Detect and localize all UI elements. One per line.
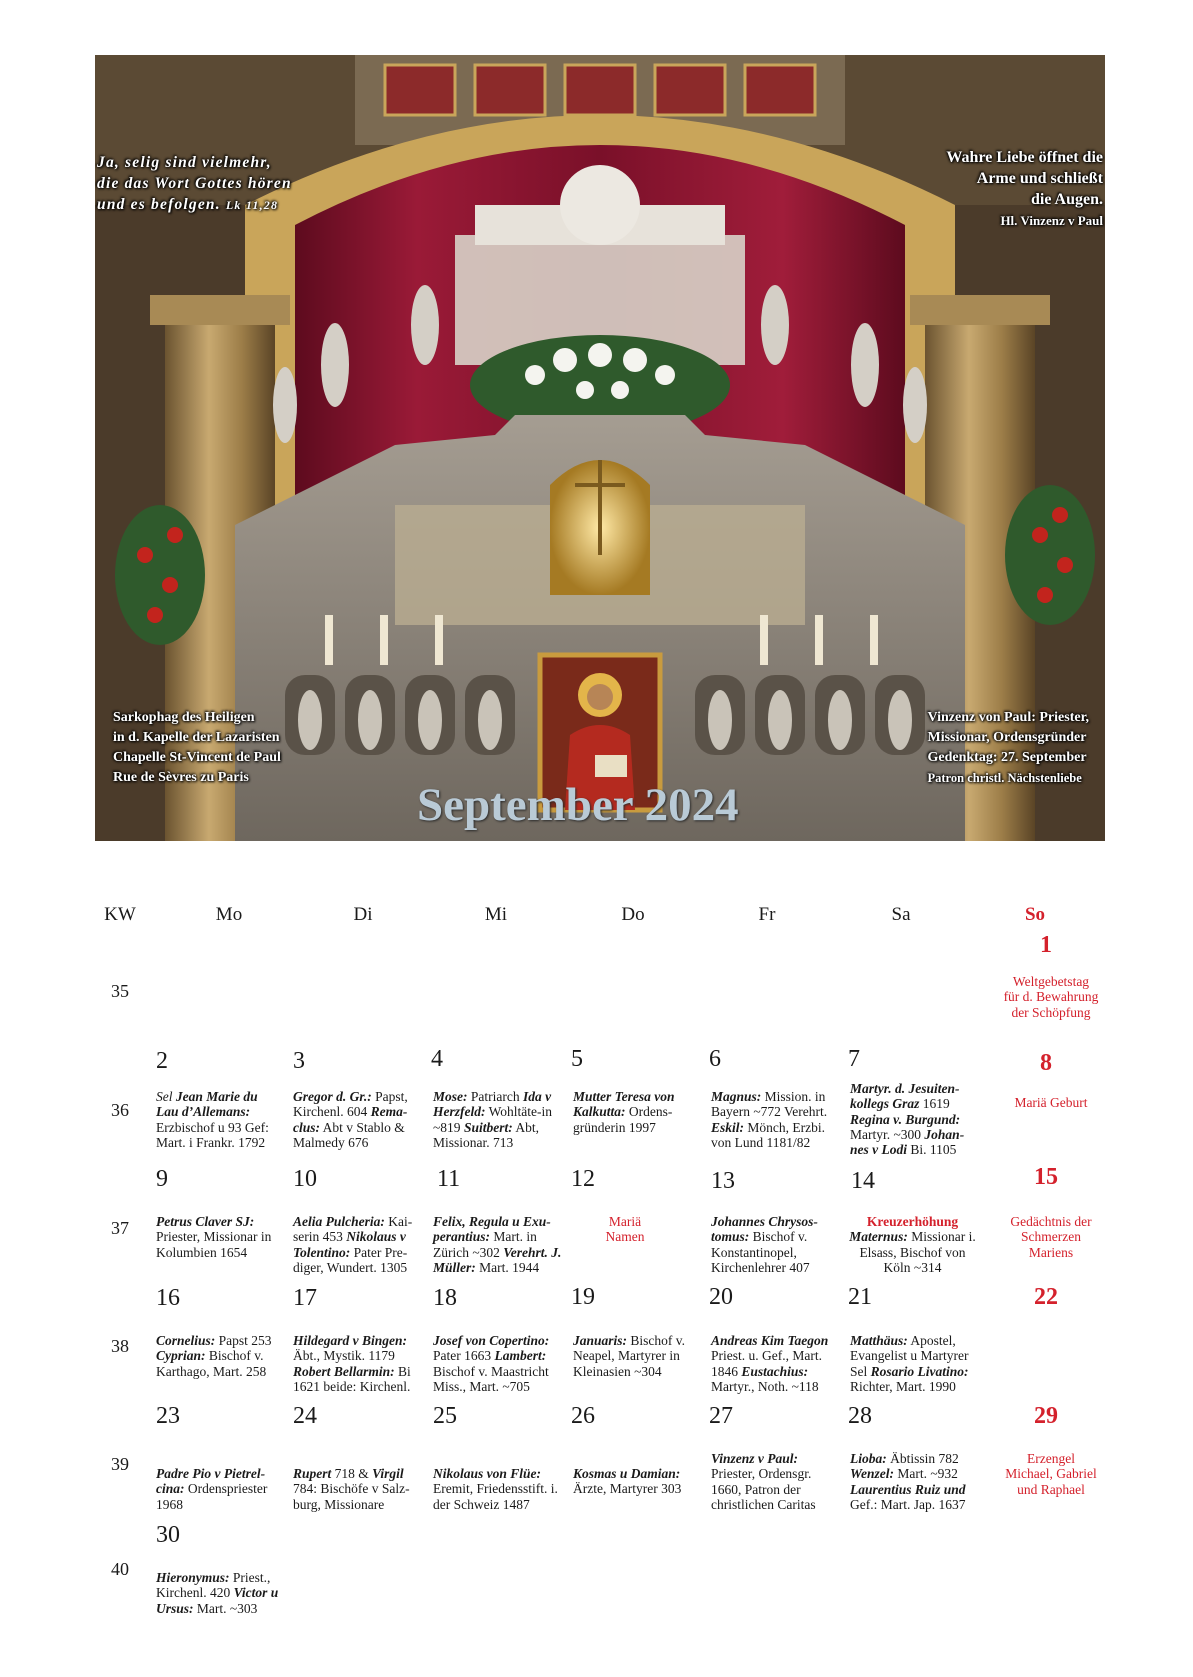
event-17-text-2: Bi 1621 beide: Kirchenl. (293, 1363, 411, 1394)
day-23: 23 (156, 1403, 180, 1429)
event-25 (433, 1466, 565, 1512)
event-6-text-1: Mission. in Bayern ~772 Verehrt. (711, 1089, 828, 1120)
event-26-saint-1: Kosmas u Damian: (573, 1466, 681, 1481)
event-10-saint-2: Nikolaus v Tolentino: (293, 1229, 406, 1260)
event-16 (156, 1333, 288, 1379)
event-7 (850, 1081, 982, 1157)
event-5 (573, 1089, 705, 1135)
caption-left-line-1: Sarkophag des Heiligen (113, 710, 255, 725)
event-15-line-3: Mariens (1028, 1244, 1074, 1260)
event-3-text-2: Kirchenl. 604 (293, 1104, 371, 1120)
event-10-text-2: Pater Pre-diger, Wundert. 1305 (293, 1244, 408, 1275)
event-17 (293, 1333, 425, 1394)
event-2-text-3: Mart. i Frankr. 1792 (156, 1134, 266, 1150)
event-19-saint-1: Januaris: (573, 1333, 628, 1348)
event-6-saint-2: Eskil: (711, 1119, 745, 1135)
event-20-text-1: Priest. u. Gef., Mart. 1846 (711, 1348, 822, 1379)
saint-quote (946, 147, 1103, 231)
event-21 (850, 1333, 982, 1394)
event-11-saint-1: Felix, Regula u Exu-perantius: (433, 1214, 551, 1245)
quote-left-line-1: Ja, selig sind vielmehr, (97, 154, 272, 171)
event-21-text-2: Richter, Mart. 1990 (850, 1378, 956, 1394)
caption-right-line-1: Vinzenz von Paul: Priester, (927, 710, 1089, 725)
bible-quote (97, 152, 292, 216)
event-4-saint-1: Mose: (433, 1089, 468, 1104)
event-17-saint-2: Robert Bellarmin: (293, 1363, 395, 1379)
event-8: Mariä Geburt (1014, 1095, 1088, 1110)
header-so: So (1024, 904, 1046, 925)
event-1-line-2: für d. Bewahrung (1003, 989, 1099, 1005)
day-2: 2 (156, 1048, 168, 1074)
event-10-text-1: Kai-serin 453 (293, 1214, 413, 1245)
header-di: Di (353, 904, 373, 925)
event-24 (293, 1466, 425, 1512)
event-3-saint-3: clus: (293, 1119, 320, 1135)
caption-right-line-3: Gedenktag: 27. September (927, 750, 1087, 765)
day-20: 20 (709, 1284, 733, 1310)
event-12 (560, 1214, 690, 1245)
event-21-saint-1: Matthäus: (850, 1333, 908, 1348)
day-10: 10 (293, 1166, 317, 1192)
event-2-text-2: Erzbischof u 93 Gef: (156, 1119, 269, 1135)
event-14 (845, 1214, 980, 1275)
event-30-saint-1: Hieronymus: (156, 1570, 230, 1585)
event-18-text-1: Pater 1663 (433, 1348, 495, 1364)
event-30 (156, 1570, 288, 1616)
event-26 (573, 1466, 705, 1497)
event-15-line-1: Gedächtnis der (1010, 1214, 1092, 1229)
event-10 (293, 1214, 425, 1275)
event-27-saint-1: Vinzenz v Paul: (711, 1451, 799, 1466)
day-26: 26 (571, 1403, 595, 1429)
event-6 (711, 1089, 843, 1150)
event-29-line-3: und Raphael (1017, 1481, 1085, 1497)
event-5-text-2: gründerin 1997 (573, 1119, 656, 1135)
kw-40: 40 (111, 1559, 129, 1579)
event-14-title: Kreuzerhöhung (866, 1214, 959, 1229)
event-6-text-2: Mönch, Erzbi. von Lund 1181/82 (711, 1119, 825, 1150)
event-27-text-1: Priester, Ordensgr. 1660, Patron der christlichen Caritas (711, 1466, 816, 1512)
event-19 (573, 1333, 705, 1379)
event-18 (433, 1333, 565, 1394)
event-23-saint-1: Padre Pio v Pietrel-cina: (156, 1466, 266, 1497)
event-18-text-2: Bischof v. Maastricht Miss., Mart. ~705 (433, 1363, 549, 1394)
event-7-saint-1: Martyr. d. Jesuiten-kollegs Graz (850, 1081, 960, 1112)
event-3-text-1: Papst, (371, 1089, 408, 1104)
event-28-text-2: Mart. ~932 (894, 1466, 958, 1482)
caption-left-line-2: in d. Kapelle der Lazaristen (113, 730, 280, 745)
month-title: September 2024 (417, 779, 739, 831)
day-15: 15 (1034, 1164, 1058, 1190)
kw-37: 37 (111, 1218, 129, 1238)
day-16: 16 (156, 1285, 180, 1311)
day-21: 21 (848, 1284, 872, 1310)
event-15-line-2: Schmerzen (1021, 1229, 1081, 1245)
day-11: 11 (437, 1166, 461, 1192)
event-7-text-2: Martyr. ~300 (850, 1126, 925, 1142)
event-11-text-1: Mart. in Zürich ~302 (433, 1229, 537, 1260)
day-1: 1 (1040, 932, 1052, 958)
day-9: 9 (156, 1166, 168, 1192)
event-17-text-1: Äbt., Mystik. 1179 (293, 1348, 395, 1364)
header-do: Do (621, 904, 645, 925)
event-29-line-2: Michael, Gabriel (1005, 1466, 1097, 1482)
event-2-saint-2: Lau d’Allemans: (156, 1104, 251, 1120)
quote-left-line-2: die das Wort Gottes hören (97, 175, 292, 192)
event-3-saint-2: Rema- (370, 1104, 408, 1120)
event-9-text-1: Priester, Missionar in Kolumbien 1654 (156, 1229, 272, 1260)
event-2-saint-1: Jean Marie du (175, 1089, 258, 1104)
event-4-text-2: Wohltäte- (485, 1104, 542, 1120)
quote-left-line-3-text: und es befolgen. (97, 196, 221, 213)
quote-left-line-3 (97, 194, 292, 216)
event-25-text-1: Eremit, Friedensstift. i. der Schweiz 1487 (433, 1481, 558, 1512)
event-16-saint-1: Cornelius: (156, 1333, 216, 1348)
event-23 (156, 1466, 288, 1512)
event-21-text-1: Apostel, Evangelist u Martyrer Sel (850, 1333, 969, 1379)
header-kw: KW (104, 904, 136, 925)
event-4-saint-3: Suitbert: (463, 1119, 513, 1135)
event-28-saint-3: Laurentius Ruiz und (850, 1481, 966, 1497)
day-4: 4 (431, 1046, 443, 1072)
quote-right-line-3: die Augen. (1030, 191, 1103, 208)
event-28 (850, 1451, 982, 1512)
day-30: 30 (156, 1522, 180, 1548)
event-24-saint-1: Rupert (293, 1466, 332, 1481)
kw-36: 36 (111, 1100, 129, 1120)
event-13 (711, 1214, 843, 1275)
quote-right-ref: Hl. Vinzenz v Paul (1000, 213, 1103, 228)
event-1-line-1: Weltgebetstag (1012, 974, 1090, 989)
event-7-text-1: 1619 (919, 1096, 950, 1112)
event-19-text-1: Bischof v. Neapel, Martyrer in Kleinasien ~304 (573, 1333, 686, 1379)
event-29-line-1: Erzengel (1027, 1451, 1075, 1466)
day-22: 22 (1034, 1284, 1058, 1310)
event-12-line-1: Mariä (608, 1214, 642, 1229)
event-3-text-3: Abt v Stablo & (320, 1119, 405, 1135)
event-30-saint-2: Victor u Ursus: (156, 1585, 279, 1616)
event-4-saint-2: Ida v Herzfeld: (433, 1089, 552, 1120)
kw-35: 35 (111, 981, 129, 1001)
event-18-saint-2: Lambert: (494, 1348, 547, 1364)
event-23-text-1: Ordenspriester 1968 (156, 1481, 268, 1512)
event-16-text-1: Papst 253 (215, 1333, 272, 1348)
event-6-saint-1: Magnus: (711, 1089, 762, 1104)
header-mi: Mi (484, 904, 508, 925)
photo-caption-right (928, 708, 1090, 788)
event-11-saint-2: Verehrt. J. Müller: (433, 1244, 562, 1275)
event-20-text-2: Martyr., Noth. ~118 (711, 1378, 819, 1394)
event-15 (988, 1214, 1114, 1260)
quote-left-ref: Lk 11,28 (225, 198, 279, 212)
event-10-saint-1: Aelia Pulcheria: (293, 1214, 385, 1229)
event-25-saint-1: Nikolaus von Flüe: (433, 1466, 542, 1481)
event-3-saint-1: Gregor d. Gr.: (293, 1089, 372, 1104)
event-12-line-2: Namen (605, 1229, 645, 1245)
event-26-text-1: Ärzte, Martyrer 303 (573, 1481, 682, 1497)
event-13-text-1: Bischof v. Konstantinopel, Kirchenlehrer 407 (711, 1229, 810, 1275)
day-25: 25 (433, 1403, 457, 1429)
event-9 (156, 1214, 288, 1260)
event-21-saint-2: Rosario Livatino: (870, 1363, 969, 1379)
event-2-text-1: Sel (156, 1089, 176, 1104)
altar-photo (95, 55, 1105, 841)
day-27: 27 (709, 1403, 733, 1429)
caption-left-line-3: Chapelle St-Vincent de Paul (113, 750, 281, 765)
event-7-text-3: Bi. 1105 (907, 1142, 957, 1158)
event-20-saint-2: Eustachius: (741, 1363, 809, 1379)
event-24-saint-2: Virgil (372, 1466, 404, 1481)
quote-right-line-1: Wahre Liebe öffnet die (946, 149, 1103, 166)
event-24-text-2: 784: Bischöfe v Salz-burg, Missionare (293, 1481, 410, 1512)
event-11-text-2: Mart. 1944 (475, 1259, 540, 1275)
event-14-saint-1: Maternus: (849, 1229, 908, 1245)
event-2 (156, 1089, 288, 1150)
event-7-saint-3: Johan-nes v Lodi (850, 1126, 965, 1158)
day-18: 18 (433, 1285, 457, 1311)
day-12: 12 (571, 1166, 595, 1192)
event-20 (711, 1333, 843, 1394)
event-29 (988, 1451, 1114, 1497)
day-19: 19 (571, 1284, 595, 1310)
day-6: 6 (709, 1046, 721, 1072)
event-5-text-1: Ordens- (625, 1104, 673, 1120)
event-3 (293, 1089, 425, 1150)
caption-left-line-4: Rue de Sèvres zu Paris (113, 770, 249, 785)
header-mo: Mo (215, 904, 243, 925)
event-7-saint-2: Regina v. Burgund: (850, 1111, 961, 1127)
event-30-text-1: Priest., Kirchenl. 420 (156, 1570, 271, 1601)
event-4-text-1: Patriarch (467, 1089, 523, 1104)
kw-39: 39 (111, 1454, 129, 1474)
day-14: 14 (851, 1168, 875, 1194)
event-4 (433, 1089, 565, 1150)
kw-38: 38 (111, 1336, 129, 1356)
day-17: 17 (293, 1285, 317, 1311)
quote-right-line-2: Arme und schließt (976, 170, 1103, 187)
event-28-saint-2: Wenzel: (850, 1466, 894, 1482)
caption-right-line-4: Patron christl. Nächstenliebe (927, 771, 1082, 785)
event-1-line-3: der Schöpfung (1011, 1004, 1091, 1020)
event-4-text-3: in ~819 (433, 1104, 553, 1135)
day-8: 8 (1040, 1050, 1052, 1076)
event-18-saint-1: Josef von Copertino: (433, 1333, 550, 1348)
event-17-saint-1: Hildegard v Bingen: (293, 1333, 407, 1348)
event-16-text-2: Bischof v. Karthago, Mart. 258 (156, 1348, 267, 1379)
event-11 (433, 1214, 565, 1275)
day-29: 29 (1034, 1403, 1058, 1429)
event-28-saint-1: Lioba: (850, 1451, 887, 1466)
event-1 (988, 974, 1114, 1020)
event-24-text-1: 718 & (331, 1466, 373, 1481)
day-7: 7 (848, 1046, 860, 1072)
caption-right-line-2: Missionar, Ordensgründer (927, 730, 1087, 745)
event-30-text-2: Mart. ~303 (193, 1600, 258, 1616)
day-13: 13 (711, 1168, 735, 1194)
event-28-text-3: Gef.: Mart. Jap. 1637 (850, 1496, 966, 1512)
day-24: 24 (293, 1403, 317, 1429)
event-9-saint-1: Petrus Claver SJ: (156, 1214, 255, 1229)
event-5-saint-1: Mutter Teresa von Kalkutta: (573, 1089, 675, 1120)
event-13-saint-1: Johannes Chrysos-tomus: (711, 1214, 818, 1245)
event-4-text-4: Abt, Missionar. 713 (433, 1119, 539, 1150)
event-28-text-1: Äbtissin 782 (886, 1451, 959, 1466)
header-sa: Sa (891, 904, 911, 925)
day-3: 3 (293, 1048, 305, 1074)
day-5: 5 (571, 1046, 583, 1072)
photo-caption-left (113, 708, 281, 788)
event-14-text-1: Missionar i. Elsass, Bischof von Köln ~314 (859, 1229, 976, 1275)
header-fr: Fr (758, 904, 776, 925)
event-3-text-4: Malmedy 676 (293, 1134, 369, 1150)
day-28: 28 (848, 1403, 872, 1429)
event-20-saint-1: Andreas Kim Taegon (711, 1333, 829, 1348)
event-27 (711, 1451, 843, 1512)
event-16-saint-2: Cyprian: (156, 1348, 206, 1364)
